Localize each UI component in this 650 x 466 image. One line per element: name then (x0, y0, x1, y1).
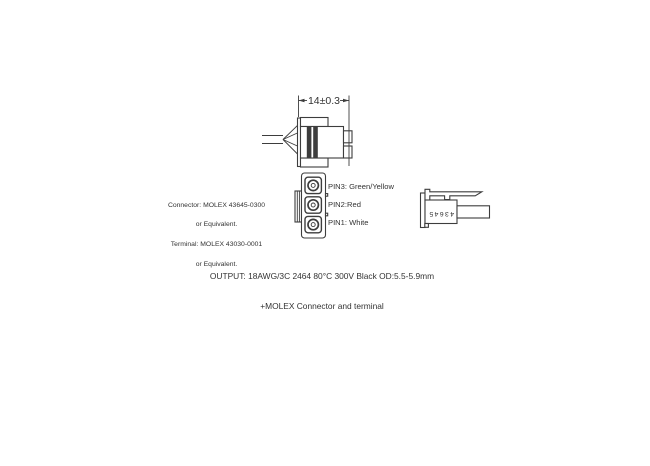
pin-cavity-pin2 (305, 197, 321, 213)
strain-relief-fan (283, 125, 299, 156)
connector-note-line: or Equivalent. (195, 261, 238, 269)
housing-bottom-ear (301, 158, 329, 167)
output-spec-line2: +MOLEX Connector and terminal (260, 301, 384, 311)
plug-latch-arm (425, 189, 482, 200)
connector-note-line: or Equivalent. (195, 221, 238, 229)
pin1-label: PIN1: White (328, 217, 369, 227)
pin-cavity-pin1 (305, 216, 321, 232)
housing-band (307, 127, 312, 159)
housing-notch (326, 194, 328, 197)
pin3-label: PIN3: Green/Yellow (328, 181, 394, 191)
housing-band (313, 127, 318, 159)
plug-marking-label: 43645 (428, 209, 454, 217)
connector-note-line: Terminal: MOLEX 43030-0001 (170, 241, 263, 249)
housing-latch-tab (344, 146, 353, 158)
housing-notch (326, 213, 328, 216)
cable-side-view (262, 118, 352, 168)
output-spec-note (0, 251, 644, 331)
connector-note-line: Connector: MOLEX 43645-0300 (167, 201, 266, 209)
pin-cavity-pin3 (305, 177, 321, 193)
housing-top-ear (301, 118, 329, 127)
dimension-label: 14±0.3 (307, 95, 341, 107)
housing-latch-tab (344, 131, 353, 143)
plug-front-flange (421, 193, 426, 228)
output-spec-line1: OUTPUT: 18AWG/3C 2464 80°C 300V Black OD:5.5-5.9mm (209, 271, 435, 281)
pin2-label: PIN2:Red (328, 199, 361, 209)
side-polarizing-rib (295, 191, 302, 222)
plug-wire-boot (457, 206, 490, 218)
plug-foot (425, 224, 429, 228)
connector-front-view (295, 173, 328, 238)
